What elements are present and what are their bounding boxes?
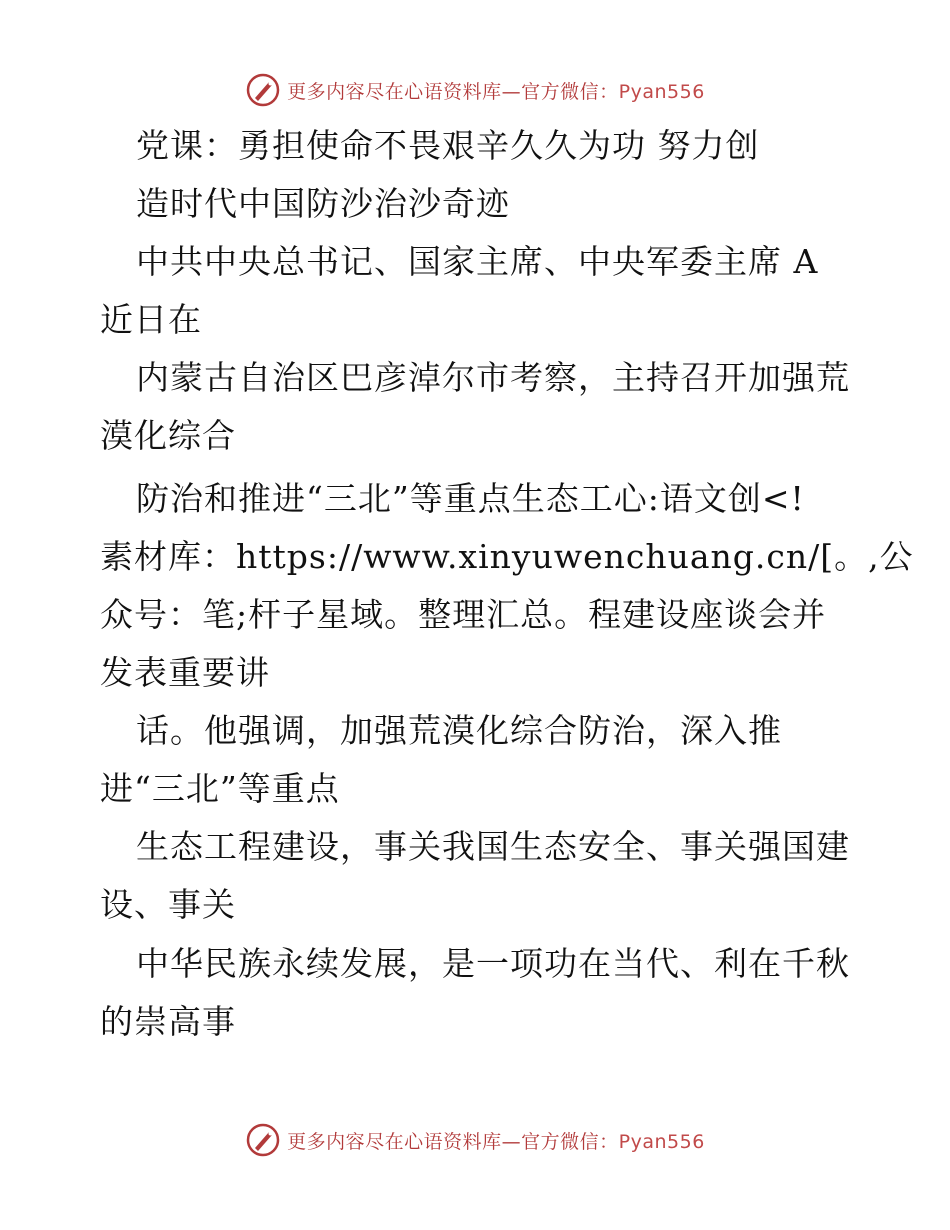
doc-line: 党课：勇担使命不畏艰辛久久为功 努力创 <box>136 126 760 165</box>
footer-banner <box>0 1118 950 1162</box>
banner-text: 更多内容尽在心语资料库—官方微信： <box>287 1130 619 1153</box>
header-banner <box>0 68 950 112</box>
doc-line: 中华民族永续发展，是一项功在当代、利在千秋 <box>136 944 850 983</box>
doc-line: 漠化综合 <box>100 416 236 455</box>
doc-line: 近日在 <box>100 300 202 339</box>
doc-line: 发表重要讲 <box>100 653 270 692</box>
doc-line: 设、事关 <box>100 885 236 924</box>
banner-title <box>287 1127 705 1154</box>
doc-line: 中共中央总书记、国家主席、中央军委主席 A <box>136 242 819 281</box>
doc-line: 话。他强调，加强荒漠化综合防治，深入推 <box>136 711 782 750</box>
banner-text: 更多内容尽在心语资料库—官方微信： <box>287 80 619 103</box>
doc-line: 的崇高事 <box>100 1002 236 1041</box>
doc-line: 防治和推进“三北”等重点生态工心:语文创<! <box>136 479 805 518</box>
banner-wechat-id: Pyan556 <box>618 1130 705 1153</box>
doc-line: 进“三北”等重点 <box>100 769 340 808</box>
banner-wechat-id: Pyan556 <box>618 80 705 103</box>
doc-line: 内蒙古自治区巴彦淖尔市考察，主持召开加强荒 <box>136 358 850 397</box>
doc-line: 生态工程建设，事关我国生态安全、事关强国建 <box>136 827 850 866</box>
pen-logo-icon <box>245 72 281 108</box>
banner-title <box>287 77 705 104</box>
doc-line: 众号：笔;杆子星域。整理汇总。程建设座谈会并 <box>100 595 827 634</box>
pen-logo-icon <box>245 1122 281 1158</box>
doc-line: 素材库：https://www.xinyuwenchuang.cn/[。,公 <box>100 537 914 576</box>
doc-line: 造时代中国防沙治沙奇迹 <box>136 184 510 223</box>
